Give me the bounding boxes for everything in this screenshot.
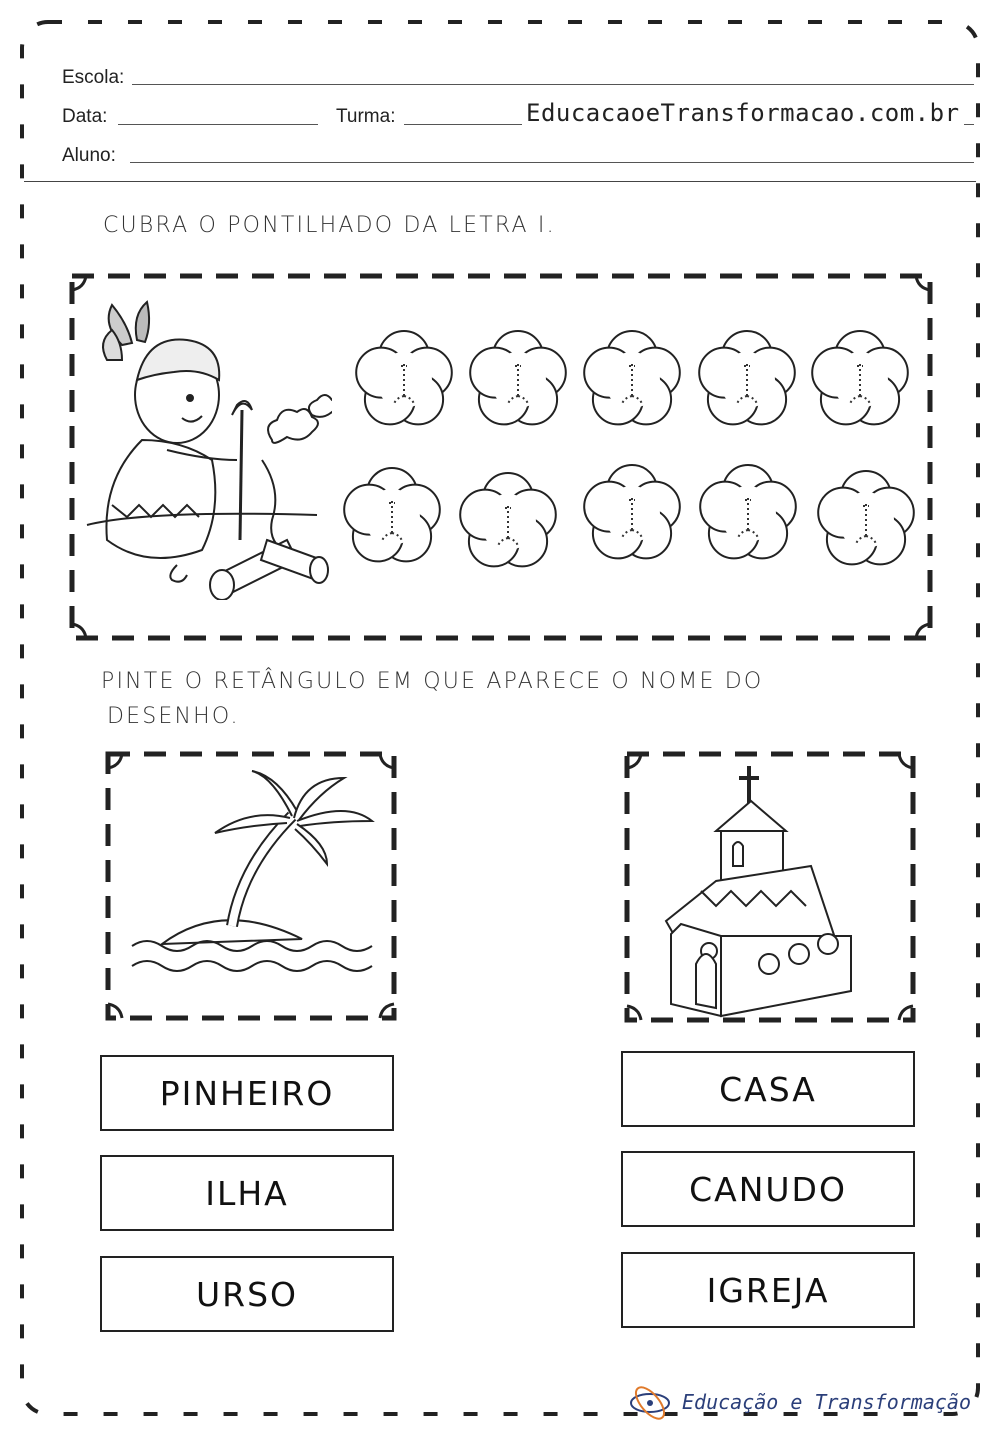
option-urso[interactable]: URSO bbox=[100, 1256, 394, 1332]
student-field[interactable] bbox=[130, 162, 974, 163]
option-igreja[interactable]: IGREJA bbox=[621, 1252, 915, 1328]
school-label: Escola: bbox=[62, 67, 125, 88]
flower-icon[interactable] bbox=[808, 328, 912, 432]
class-label: Turma: bbox=[336, 106, 396, 127]
option-casa[interactable]: CASA bbox=[621, 1051, 915, 1127]
flower-icon[interactable] bbox=[580, 462, 684, 566]
boy-campfire-illustration bbox=[82, 300, 332, 600]
website-text: EducacaoeTransformacao.com.br bbox=[522, 99, 964, 127]
activity2-instruction-line2: DESENHO. bbox=[107, 704, 240, 729]
flower-icon[interactable] bbox=[352, 328, 456, 432]
option-ilha[interactable]: ILHA bbox=[100, 1155, 394, 1231]
brand-logo-icon bbox=[628, 1386, 674, 1420]
header-divider bbox=[24, 181, 976, 182]
palm-island-frame bbox=[102, 746, 402, 1026]
flower-icon[interactable] bbox=[814, 468, 918, 572]
palm-island-illustration bbox=[132, 771, 372, 971]
church-illustration bbox=[666, 766, 851, 1016]
student-label: Aluno: bbox=[62, 145, 116, 166]
flower-icon[interactable] bbox=[695, 328, 799, 432]
church-frame bbox=[621, 746, 921, 1028]
footer-brand: Educação e Transformação bbox=[682, 1390, 971, 1414]
school-field[interactable] bbox=[132, 84, 974, 85]
activity2-instruction-line1: PINTE O RETÂNGULO EM QUE APARECE O NOME DO bbox=[101, 669, 764, 694]
flower-icon[interactable] bbox=[340, 465, 444, 569]
activity1-instruction: CUBRA O PONTILHADO DA LETRA I. bbox=[103, 213, 556, 238]
option-pinheiro[interactable]: PINHEIRO bbox=[100, 1055, 394, 1131]
flower-icon[interactable] bbox=[466, 328, 570, 432]
flower-icon[interactable] bbox=[456, 470, 560, 574]
flower-icon[interactable] bbox=[580, 328, 684, 432]
flower-icon[interactable] bbox=[696, 462, 800, 566]
date-field[interactable] bbox=[118, 124, 318, 125]
date-label: Data: bbox=[62, 106, 108, 127]
option-canudo[interactable]: CANUDO bbox=[621, 1151, 915, 1227]
